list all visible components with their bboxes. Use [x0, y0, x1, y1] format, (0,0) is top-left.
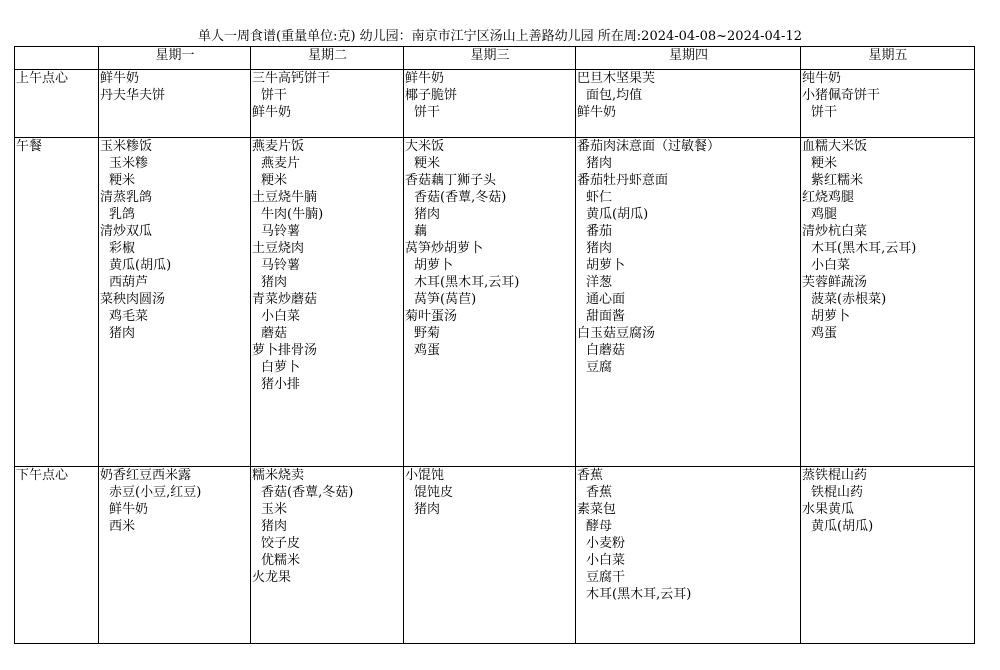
- ingredient-line: 饼干: [414, 105, 441, 120]
- page-title: 单人一周食谱(重量单位:克) 幼儿园：南京市江宁区汤山上善路幼儿园 所在周:2024-04-08~2024-04-12: [198, 29, 802, 44]
- ingredient-line: 胡萝卜: [811, 309, 851, 324]
- ingredient-line: 鸡毛菜: [109, 309, 149, 324]
- ingredient-line: 铁棍山药: [811, 485, 864, 500]
- ingredient-line: 鸡蛋: [811, 326, 838, 341]
- ingredient-line: 胡萝卜: [414, 258, 454, 273]
- header-corner: [15, 47, 99, 70]
- ingredient-line: 甜面酱: [586, 309, 626, 324]
- ingredient-line: 燕麦片: [261, 156, 301, 171]
- menu-cell-thu-am: [576, 70, 801, 138]
- ingredient-line: 紫红糯米: [811, 173, 864, 188]
- dish-name: 清蒸乳鸽: [100, 190, 153, 205]
- dish-name: 血糯大米饭: [802, 139, 868, 154]
- ingredient-line: 白萝卜: [261, 360, 301, 375]
- ingredient-line: 小白菜: [586, 553, 626, 568]
- menu-cell-fri-pm: [801, 467, 975, 644]
- menu-cell-thu-pm: [576, 467, 801, 644]
- ingredient-line: 木耳(黑木耳,云耳): [586, 587, 692, 602]
- dish-name: 白玉菇豆腐汤: [577, 326, 656, 341]
- dish-name: 鲜牛奶: [405, 71, 445, 86]
- dish-name: 素菜包: [577, 502, 617, 517]
- ingredient-line: 胡萝卜: [586, 258, 626, 273]
- dish-name: 青菜炒蘑菇: [252, 292, 318, 307]
- dish-name: 大米饭: [405, 139, 445, 154]
- weekly-menu-table: [14, 46, 975, 644]
- ingredient-line: 木耳(黑木耳,云耳): [811, 241, 917, 256]
- ingredient-line: 黄瓜(胡瓜): [811, 519, 874, 534]
- ingredient-line: 饺子皮: [261, 536, 301, 551]
- dish-name: 萝卜排骨汤: [252, 343, 318, 358]
- meal-label-afternoon-snack: 下午点心: [15, 467, 99, 644]
- ingredient-line: 粳米: [811, 156, 838, 171]
- menu-cell-wed-pm: [404, 467, 576, 644]
- header-row: [15, 47, 975, 70]
- ingredient-line: 牛肉(牛腩): [261, 207, 324, 222]
- menu-cell-mon-lunch: [99, 138, 251, 467]
- dish-name: 纯牛奶: [802, 71, 842, 86]
- menu-cell-tue-pm: [251, 467, 404, 644]
- dish-name: 鲜牛奶: [577, 105, 617, 120]
- ingredient-line: 香菇(香蕈,冬菇): [414, 190, 507, 205]
- row-morning-snack: [15, 70, 975, 138]
- ingredient-line: 猪肉: [109, 326, 136, 341]
- ingredient-line: 菠菜(赤根菜): [811, 292, 887, 307]
- ingredient-line: 鲜牛奶: [109, 502, 149, 517]
- dish-name: 番茄牡丹虾意面: [577, 173, 669, 188]
- menu-cell-mon-pm: [99, 467, 251, 644]
- header-wednesday: 星期三: [404, 47, 576, 70]
- dish-name: 奶香红豆西米露: [100, 468, 192, 483]
- menu-cell-wed-lunch: [404, 138, 576, 467]
- dish-name: 土豆烧牛腩: [252, 190, 318, 205]
- meal-label-morning-snack: 上午点心: [15, 70, 99, 138]
- row-afternoon-snack: [15, 467, 975, 644]
- dish-name: 红烧鸡腿: [802, 190, 855, 205]
- menu-cell-fri-lunch: [801, 138, 975, 467]
- dish-name: 莴笋炒胡萝卜: [405, 241, 484, 256]
- ingredient-line: 馄饨皮: [414, 485, 454, 500]
- dish-name: 鲜牛奶: [252, 105, 292, 120]
- ingredient-line: 马铃薯: [261, 258, 301, 273]
- ingredient-line: 黄瓜(胡瓜): [109, 258, 172, 273]
- ingredient-line: 马铃薯: [261, 224, 301, 239]
- menu-cell-thu-lunch: [576, 138, 801, 467]
- dish-name: 火龙果: [252, 570, 292, 585]
- ingredient-line: 番茄: [586, 224, 613, 239]
- dish-name: 清炒双瓜: [100, 224, 153, 239]
- ingredient-line: 面包,均值: [586, 88, 643, 103]
- header-monday: 星期一: [99, 47, 251, 70]
- ingredient-line: 猪肉: [261, 519, 288, 534]
- dish-name: 三牛高钙饼干: [252, 71, 331, 86]
- menu-cell-fri-am: [801, 70, 975, 138]
- dish-name: 菊叶蛋汤: [405, 309, 458, 324]
- header-tuesday: 星期二: [251, 47, 404, 70]
- ingredient-line: 木耳(黑木耳,云耳): [414, 275, 520, 290]
- ingredient-line: 粳米: [414, 156, 441, 171]
- ingredient-line: 猪肉: [414, 207, 441, 222]
- header-friday: 星期五: [801, 47, 975, 70]
- ingredient-line: 莴笋(莴苣): [414, 292, 477, 307]
- ingredient-line: 猪肉: [414, 502, 441, 517]
- dish-name: 土豆烧肉: [252, 241, 305, 256]
- ingredient-line: 西葫芦: [109, 275, 149, 290]
- ingredient-line: 藕: [414, 224, 428, 239]
- ingredient-line: 猪肉: [586, 241, 613, 256]
- ingredient-line: 虾仁: [586, 190, 613, 205]
- menu-cell-wed-am: [404, 70, 576, 138]
- ingredient-line: 粳米: [261, 173, 288, 188]
- ingredient-line: 小麦粉: [586, 536, 626, 551]
- dish-name: 菜秧肉圆汤: [100, 292, 166, 307]
- dish-name: 水果黄瓜: [802, 502, 855, 517]
- ingredient-line: 洋葱: [586, 275, 613, 290]
- ingredient-line: 鸡蛋: [414, 343, 441, 358]
- dish-name: 巴旦木坚果芙: [577, 71, 656, 86]
- ingredient-line: 彩椒: [109, 241, 136, 256]
- ingredient-line: 西米: [109, 519, 136, 534]
- ingredient-line: 豆腐干: [586, 570, 626, 585]
- ingredient-line: 白蘑菇: [586, 343, 626, 358]
- dish-name: 清炒杭白菜: [802, 224, 868, 239]
- ingredient-line: 玉米: [261, 502, 288, 517]
- ingredient-line: 猪小排: [261, 377, 301, 392]
- dish-name: 番茄肉沫意面（过敏餐）: [577, 139, 721, 154]
- ingredient-line: 小白菜: [261, 309, 301, 324]
- dish-name: 小馄饨: [405, 468, 445, 483]
- ingredient-line: 鸡腿: [811, 207, 838, 222]
- dish-name: 香蕉: [577, 468, 604, 483]
- menu-cell-tue-lunch: [251, 138, 404, 467]
- ingredient-line: 小白菜: [811, 258, 851, 273]
- dish-name: 香菇藕丁狮子头: [405, 173, 497, 188]
- dish-name: 玉米糁饭: [100, 139, 153, 154]
- header-thursday: 星期四: [576, 47, 801, 70]
- dish-name: 芙蓉鲜蔬汤: [802, 275, 868, 290]
- ingredient-line: 赤豆(小豆,红豆): [109, 485, 202, 500]
- dish-name: 燕麦片饭: [252, 139, 305, 154]
- meal-label-lunch: 午餐: [15, 138, 99, 467]
- dish-name: 糯米烧卖: [252, 468, 305, 483]
- ingredient-line: 优糯米: [261, 553, 301, 568]
- ingredient-line: 野菊: [414, 326, 441, 341]
- dish-name: 鲜牛奶: [100, 71, 140, 86]
- dish-name: 丹夫华夫饼: [100, 88, 166, 103]
- ingredient-line: 饼干: [261, 88, 288, 103]
- ingredient-line: 猪肉: [586, 156, 613, 171]
- ingredient-line: 饼干: [811, 105, 838, 120]
- ingredient-line: 豆腐: [586, 360, 613, 375]
- ingredient-line: 香蕉: [586, 485, 613, 500]
- dish-name: 蒸铁棍山药: [802, 468, 868, 483]
- ingredient-line: 通心面: [586, 292, 626, 307]
- dish-name: 小猪佩奇饼干: [802, 88, 881, 103]
- ingredient-line: 粳米: [109, 173, 136, 188]
- menu-cell-tue-am: [251, 70, 404, 138]
- menu-cell-mon-am: [99, 70, 251, 138]
- ingredient-line: 蘑菇: [261, 326, 288, 341]
- ingredient-line: 乳鸽: [109, 207, 136, 222]
- ingredient-line: 香菇(香蕈,冬菇): [261, 485, 354, 500]
- ingredient-line: 黄瓜(胡瓜): [586, 207, 649, 222]
- dish-name: 椰子脆饼: [405, 88, 458, 103]
- ingredient-line: 酵母: [586, 519, 613, 534]
- ingredient-line: 玉米糁: [109, 156, 149, 171]
- ingredient-line: 猪肉: [261, 275, 288, 290]
- row-lunch: [15, 138, 975, 467]
